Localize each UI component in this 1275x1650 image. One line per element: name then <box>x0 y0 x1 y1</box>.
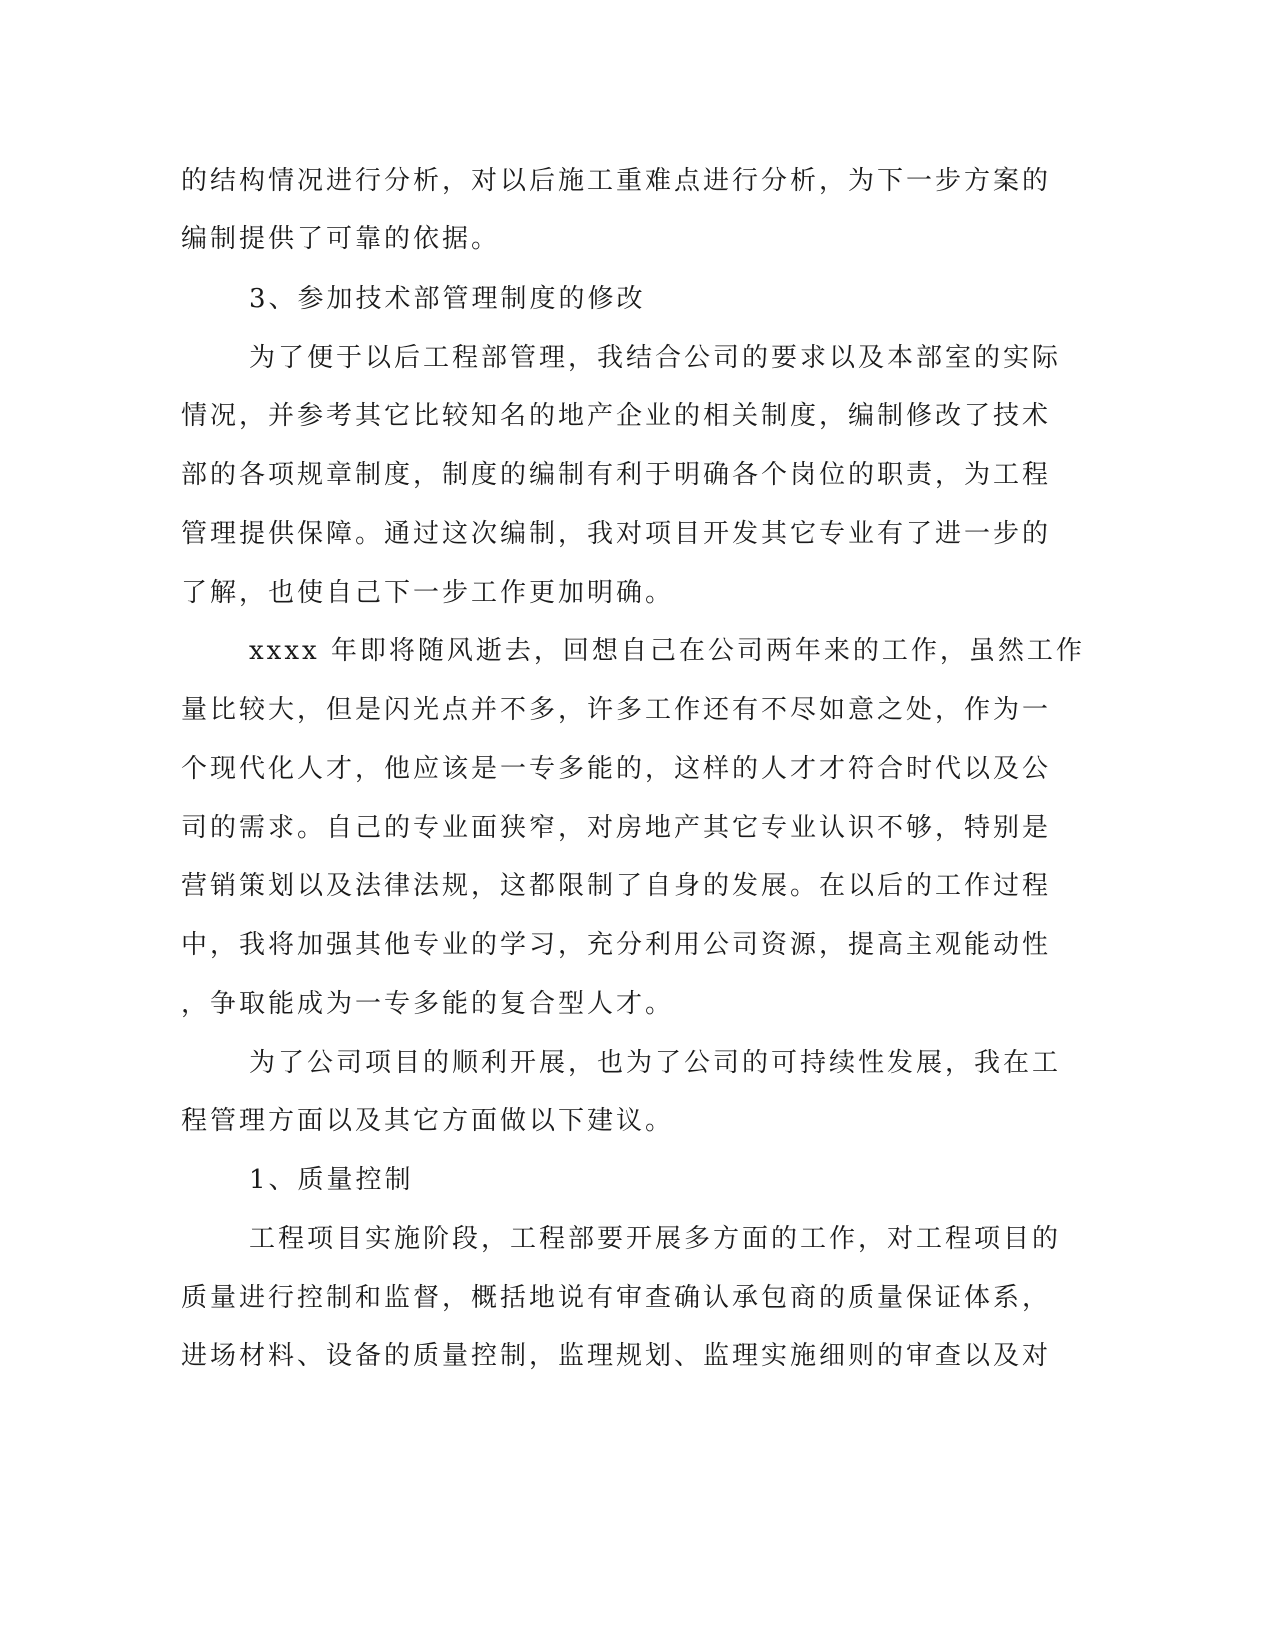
text-line: 进场材料、设备的质量控制，监理规划、监理实施细则的审查以及对 <box>181 1341 1052 1371</box>
text-line: 司的需求。自己的专业面狭窄，对房地产其它专业认识不够，特别是 <box>181 813 1052 843</box>
text-line: 为了公司项目的顺利开展，也为了公司的可持续性发展，我在工 <box>249 1048 1062 1078</box>
text-line: xxxx 年即将随风逝去，回想自己在公司两年来的工作，虽然工作 <box>249 636 1085 666</box>
text-line: 情况，并参考其它比较知名的地产企业的相关制度，编制修改了技术 <box>181 401 1052 431</box>
section-heading: 1、质量控制 <box>249 1165 414 1195</box>
text-line: 编制提供了可靠的依据。 <box>181 224 501 254</box>
text-line: 量比较大，但是闪光点并不多，许多工作还有不尽如意之处，作为一 <box>181 695 1052 725</box>
text-line: 程管理方面以及其它方面做以下建议。 <box>181 1106 675 1136</box>
text-line: 了解，也使自己下一步工作更加明确。 <box>181 578 675 608</box>
text-line: 中，我将加强其他专业的学习，充分利用公司资源，提高主观能动性 <box>181 930 1052 960</box>
text-line: ，争取能成为一专多能的复合型人才。 <box>181 989 675 1019</box>
text-line: 管理提供保障。通过这次编制，我对项目开发其它专业有了进一步的 <box>181 519 1052 549</box>
section-heading: 3、参加技术部管理制度的修改 <box>249 284 646 314</box>
text-line: 个现代化人才，他应该是一专多能的，这样的人才才符合时代以及公 <box>181 754 1052 784</box>
text-line: 工程项目实施阶段，工程部要开展多方面的工作，对工程项目的 <box>249 1224 1062 1254</box>
text-line: 营销策划以及法律法规，这都限制了自身的发展。在以后的工作过程 <box>181 871 1052 901</box>
text-line: 为了便于以后工程部管理，我结合公司的要求以及本部室的实际 <box>249 343 1062 373</box>
text-line: 质量进行控制和监督，概括地说有审查确认承包商的质量保证体系， <box>181 1283 1052 1313</box>
text-line: 的结构情况进行分析，对以后施工重难点进行分析，为下一步方案的 <box>181 166 1052 196</box>
text-line: 部的各项规章制度，制度的编制有利于明确各个岗位的职责，为工程 <box>181 460 1052 490</box>
